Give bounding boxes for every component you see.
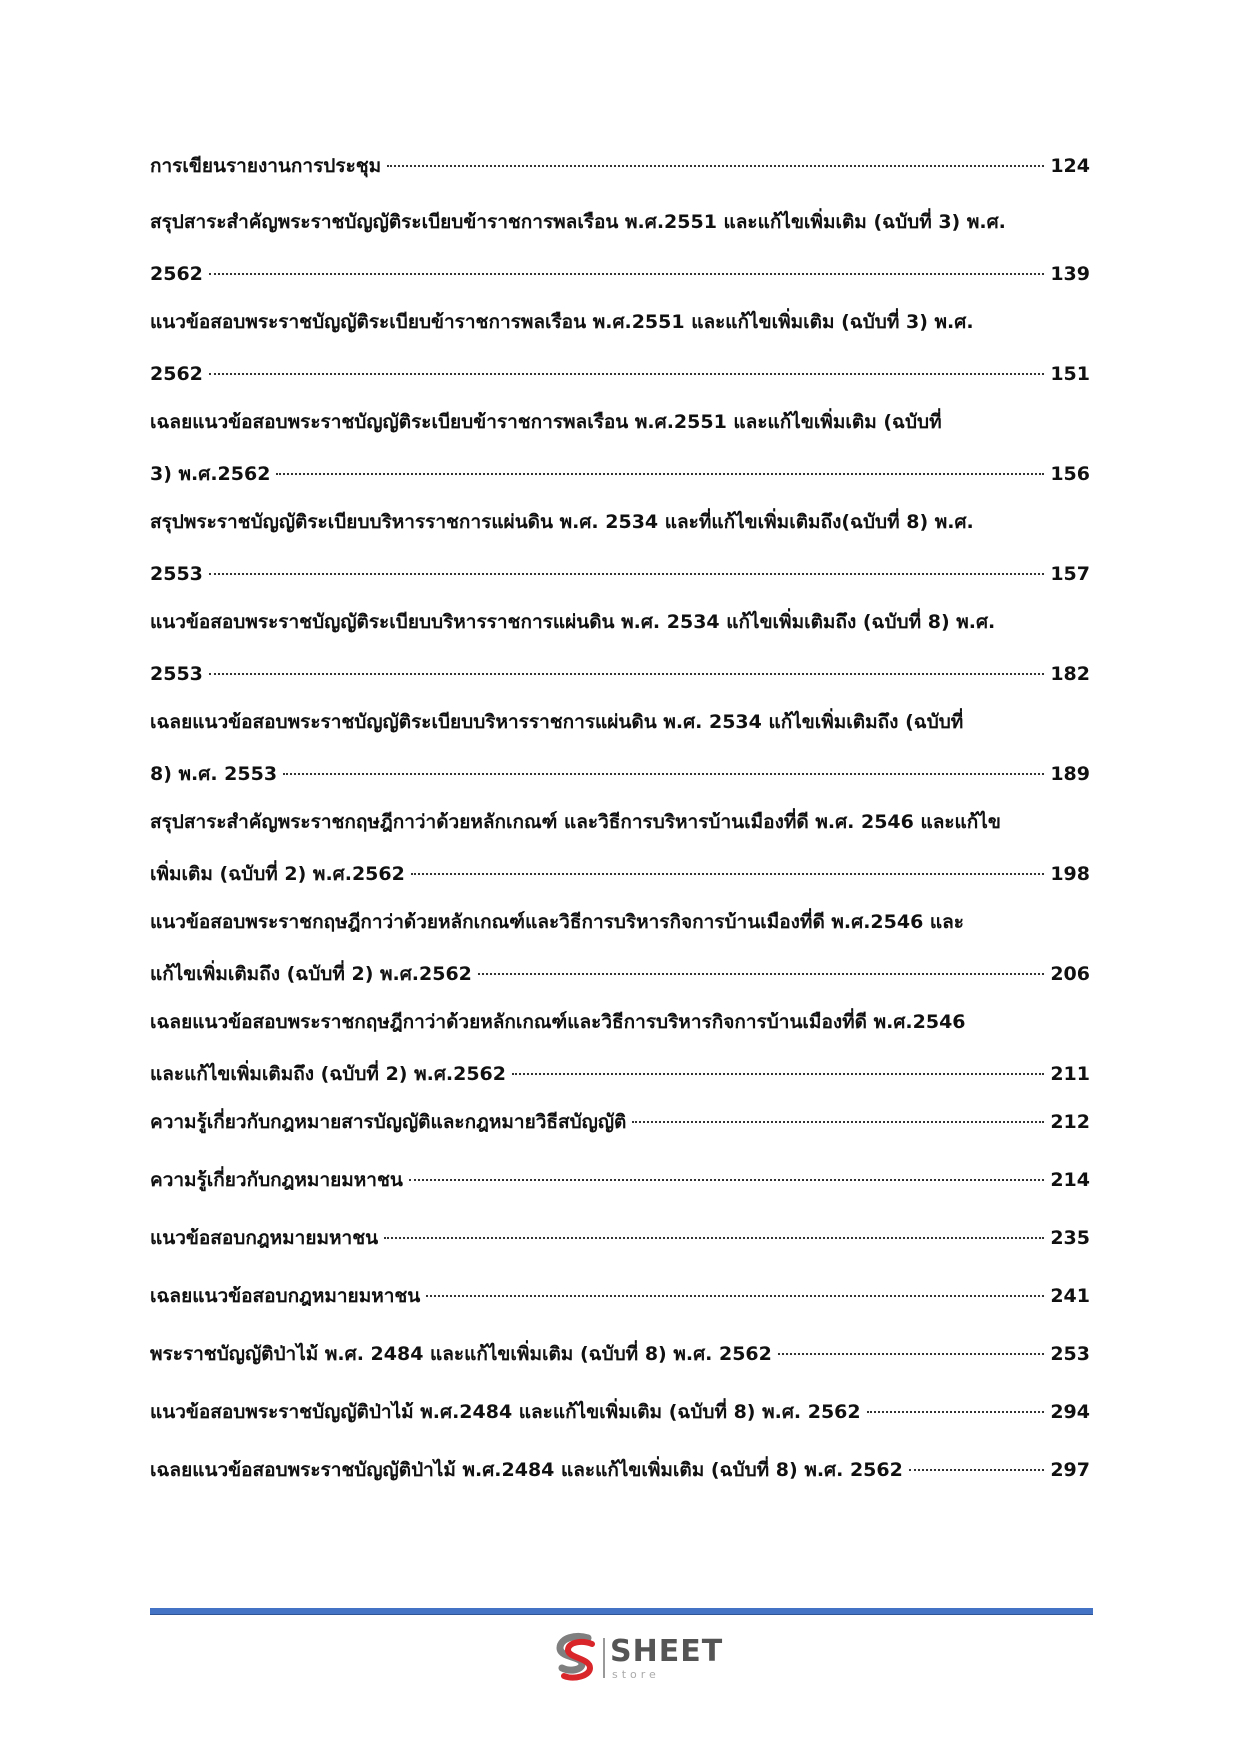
toc-entry-line (150, 1444, 1090, 1496)
toc-leader-dots (209, 673, 1044, 675)
toc-entry-line (150, 548, 1090, 600)
toc-page-number: 151 (1050, 363, 1090, 385)
toc-entry-line (150, 196, 1090, 248)
toc-entry-line (150, 248, 1090, 300)
toc-entry-line (150, 1096, 1090, 1148)
toc-page-number: 139 (1050, 263, 1090, 285)
toc-entry-title: 2553 (150, 663, 203, 685)
toc-entry-title: เฉลยแนวข้อสอบพระราชบัญญัติป่าไม้ พ.ศ.2484 และแก้ไขเพิ่มเติม (ฉบับที่ 8) พ.ศ. 2562 (150, 1459, 903, 1481)
toc-entry-title: สรุปสาระสำคัญพระราชบัญญัติระเบียบข้าราชการพลเรือน พ.ศ.2551 และแก้ไขเพิ่มเติม (ฉบับที่ 3) พ.ศ. (150, 211, 1006, 233)
toc-entry[interactable] (150, 140, 1090, 192)
toc-leader-dots (632, 1121, 1044, 1123)
toc-entry-line (150, 140, 1090, 192)
toc-leader-dots (867, 1411, 1045, 1413)
toc-entry-title: เฉลยแนวข้อสอบพระราชกฤษฎีกาว่าด้วยหลักเกณฑ์และวิธีการบริหารกิจการบ้านเมืองที่ดี พ.ศ.2546 (150, 1011, 966, 1033)
toc-entry-line (150, 648, 1090, 700)
sheet-store-logo (548, 1630, 728, 1686)
toc-entry-title: 3) พ.ศ.2562 (150, 463, 271, 485)
toc-entry-line (150, 848, 1090, 900)
toc-entry-line (150, 448, 1090, 500)
toc-entry[interactable] (150, 796, 1090, 900)
toc-leader-dots (512, 1073, 1044, 1075)
toc-entry-title: 2562 (150, 363, 203, 385)
toc-page-number: 189 (1050, 763, 1090, 785)
toc-entry-line (150, 1212, 1090, 1264)
toc-entry-title: แนวข้อสอบพระราชบัญญัติระเบียบบริหารราชการแผ่นดิน พ.ศ. 2534 แก้ไขเพิ่มเติมถึง (ฉบับที่ 8) พ.ศ. (150, 611, 996, 633)
toc-entry-title: แก้ไขเพิ่มเติมถึง (ฉบับที่ 2) พ.ศ.2562 (150, 963, 472, 985)
toc-entry[interactable] (150, 1386, 1090, 1438)
toc-entry-title: เฉลยแนวข้อสอบกฎหมายมหาชน (150, 1285, 421, 1307)
toc-entry-line (150, 896, 1090, 948)
toc-entry-title: 2562 (150, 263, 203, 285)
toc-entry-line (150, 496, 1090, 548)
toc-entry[interactable] (150, 896, 1090, 1000)
toc-entry-title: และแก้ไขเพิ่มเติมถึง (ฉบับที่ 2) พ.ศ.2562 (150, 1063, 506, 1085)
toc-page-number: 198 (1050, 863, 1090, 885)
toc-entry-line (150, 296, 1090, 348)
toc-entry-title: พระราชบัญญัติป่าไม้ พ.ศ. 2484 และแก้ไขเพิ่มเติม (ฉบับที่ 8) พ.ศ. 2562 (150, 1343, 772, 1365)
toc-entry[interactable] (150, 296, 1090, 400)
toc-page-number: 156 (1050, 463, 1090, 485)
toc-entry-title: แนวข้อสอบพระราชกฤษฎีกาว่าด้วยหลักเกณฑ์และวิธีการบริหารกิจการบ้านเมืองที่ดี พ.ศ.2546 และ (150, 911, 965, 933)
toc-leader-dots (209, 273, 1044, 275)
toc-leader-dots (478, 973, 1044, 975)
toc-page-number: 294 (1050, 1401, 1090, 1423)
toc-entry-title: แนวข้อสอบพระราชบัญญัติระเบียบข้าราชการพลเรือน พ.ศ.2551 และแก้ไขเพิ่มเติม (ฉบับที่ 3) พ.ศ. (150, 311, 974, 333)
toc-entry-line (150, 1154, 1090, 1206)
toc-page-number: 253 (1050, 1343, 1090, 1365)
footer-rule (150, 1608, 1093, 1615)
toc-entry[interactable] (150, 996, 1090, 1100)
toc-entry-title: เฉลยแนวข้อสอบพระราชบัญญัติระเบียบบริหารราชการแผ่นดิน พ.ศ. 2534 แก้ไขเพิ่มเติมถึง (ฉบับที่ (150, 711, 964, 733)
toc-entry[interactable] (150, 696, 1090, 800)
toc-entry-line (150, 596, 1090, 648)
toc-page-number: 211 (1050, 1063, 1090, 1085)
toc-leader-dots (276, 473, 1044, 475)
toc-entry-line (150, 348, 1090, 400)
toc-entry-line (150, 948, 1090, 1000)
toc-entry-line (150, 696, 1090, 748)
toc-entry-title: ความรู้เกี่ยวกับกฎหมายมหาชน (150, 1169, 403, 1191)
toc-entry-title: การเขียนรายงานการประชุม (150, 155, 382, 177)
toc-entry-line (150, 1048, 1090, 1100)
toc-entry-line (150, 748, 1090, 800)
toc-page-number: 212 (1050, 1111, 1090, 1133)
toc-entry-line (150, 1270, 1090, 1322)
logo-wordmark: SHEET (610, 1634, 724, 1669)
logo-subtitle: store (612, 1668, 660, 1681)
toc-entry-line (150, 396, 1090, 448)
toc-entry-line (150, 1386, 1090, 1438)
toc-leader-dots (426, 1295, 1044, 1297)
toc-leader-dots (283, 773, 1044, 775)
toc-entry[interactable] (150, 1328, 1090, 1380)
toc-leader-dots (209, 373, 1044, 375)
toc-entry[interactable] (150, 1270, 1090, 1322)
toc-entry[interactable] (150, 596, 1090, 700)
sheet-logo-icon (548, 1630, 604, 1686)
toc-entry[interactable] (150, 496, 1090, 600)
toc-page-number: 235 (1050, 1227, 1090, 1249)
toc-leader-dots (209, 573, 1044, 575)
toc-page-number: 124 (1050, 155, 1090, 177)
toc-entry-title: 8) พ.ศ. 2553 (150, 763, 278, 785)
toc-entry[interactable] (150, 396, 1090, 500)
toc-entry[interactable] (150, 1212, 1090, 1264)
toc-entry-line (150, 1328, 1090, 1380)
toc-leader-dots (909, 1469, 1044, 1471)
toc-page-number: 214 (1050, 1169, 1090, 1191)
toc-entry-title: 2553 (150, 563, 203, 585)
toc-entry[interactable] (150, 196, 1090, 300)
toc-leader-dots (411, 873, 1045, 875)
toc-page-number: 297 (1050, 1459, 1090, 1481)
toc-leader-dots (387, 165, 1044, 167)
toc-page-number: 182 (1050, 663, 1090, 685)
toc-entry[interactable] (150, 1154, 1090, 1206)
toc-leader-dots (384, 1237, 1044, 1239)
toc-page-number: 206 (1050, 963, 1090, 985)
toc-entry-title: ความรู้เกี่ยวกับกฎหมายสารบัญญัติและกฎหมายวิธีสบัญญัติ (150, 1111, 627, 1133)
toc-entry[interactable] (150, 1096, 1090, 1148)
toc-page-number: 157 (1050, 563, 1090, 585)
toc-entry-title: เฉลยแนวข้อสอบพระราชบัญญัติระเบียบข้าราชการพลเรือน พ.ศ.2551 และแก้ไขเพิ่มเติม (ฉบับที่ (150, 411, 942, 433)
toc-entry[interactable] (150, 1444, 1090, 1496)
toc-page-number: 241 (1050, 1285, 1090, 1307)
toc-entry-title: แนวข้อสอบพระราชบัญญัติป่าไม้ พ.ศ.2484 และแก้ไขเพิ่มเติม (ฉบับที่ 8) พ.ศ. 2562 (150, 1401, 861, 1423)
toc-entry-title: แนวข้อสอบกฎหมายมหาชน (150, 1227, 379, 1249)
toc-leader-dots (409, 1179, 1044, 1181)
toc-leader-dots (778, 1353, 1044, 1355)
toc-entry-line (150, 996, 1090, 1048)
toc-entry-title: สรุปพระราชบัญญัติระเบียบบริหารราชการแผ่นดิน พ.ศ. 2534 และที่แก้ไขเพิ่มเติมถึง(ฉบับที่ 8) พ.ศ. (150, 511, 974, 533)
toc-entry-line (150, 796, 1090, 848)
toc-entry-title: สรุปสาระสำคัญพระราชกฤษฎีกาว่าด้วยหลักเกณฑ์ และวิธีการบริหารบ้านเมืองที่ดี พ.ศ. 2546 และแก้ไข (150, 811, 1001, 833)
toc-entry-title: เพิ่มเติม (ฉบับที่ 2) พ.ศ.2562 (150, 863, 405, 885)
logo-divider (603, 1638, 605, 1678)
